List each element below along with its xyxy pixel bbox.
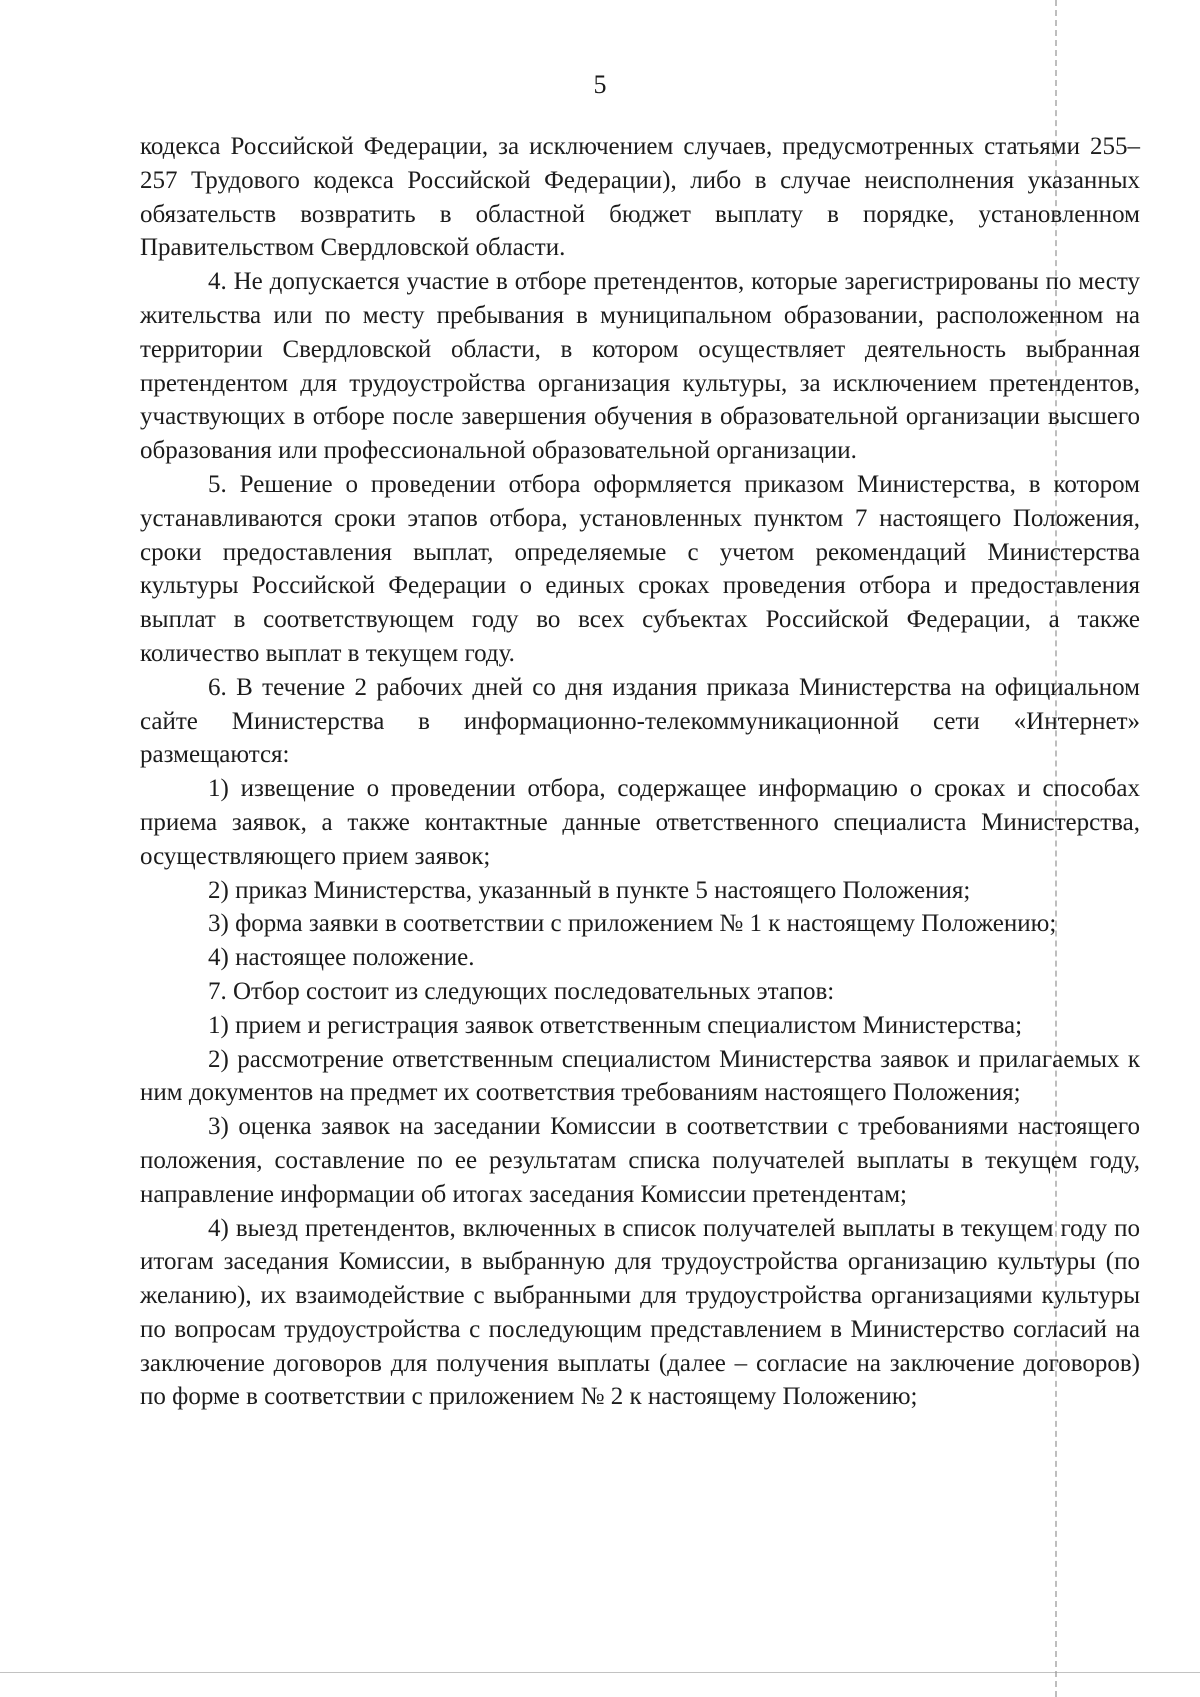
document-body <box>140 130 1140 1414</box>
paragraph: 4. Не допускается участие в отборе претендентов, которые зарегистрированы по месту жительства или по месту пребывания в муниципальном образовании, расположенном на территории Свердловской области, в котором осуществляет деятельность выбранная претендентом для трудоустройства организация культуры, за исключением претендентов, участвующих в отборе после завершения обучения в образовательной организации высшего образования или профессиональной образовательной организации. <box>140 268 1140 465</box>
paragraph: кодекса Российской Федерации, за исключением случаев, предусмотренных статьями 255–257 Трудового кодекса Российской Федерации), либо в случае неисполнения указанных обязательств возвратить в областной бюджет выплату в порядке, установленном Правительством Свердловской области. <box>140 133 1140 262</box>
list-item: 2) приказ Министерства, указанный в пункте 5 настоящего Положения; <box>208 876 971 904</box>
list-item: 4) выезд претендентов, включенных в список получателей выплаты в текущем году по итогам заседания Комиссии, в выбранную для трудоустройства организацию культуры (по желанию), их взаимодействие с выбранными для трудоустройства организациями культуры по вопросам трудоустройства с последующим представлением в Министерство согласий на заключение договоров для получения выплаты (далее – согласие на заключение договоров) по форме в соответствии с приложением № 2 к настоящему Положению; <box>140 1214 1140 1411</box>
list-item: 1) извещение о проведении отбора, содержащее информацию о сроках и способах приема заявок, а также контактные данные ответственного специалиста Министерства, осуществляющего прием заявок; <box>140 775 1140 870</box>
paragraph: 7. Отбор состоит из следующих последовательных этапов: <box>208 977 835 1005</box>
list-item: 2) рассмотрение ответственным специалистом Министерства заявок и прилагаемых к ним документов на предмет их соответствия требованиям настоящего Положения; <box>140 1045 1140 1107</box>
list-item: 3) оценка заявок на заседании Комиссии в соответствии с требованиями настоящего положения, составление по ее результатам списка получателей выплаты в текущем году, направление информации об итогах заседания Комиссии претендентам; <box>140 1113 1140 1208</box>
page-number: 5 <box>593 70 607 99</box>
scan-artifact-bottom-line <box>0 1672 1200 1673</box>
list-item: 3) форма заявки в соответствии с приложением № 1 к настоящему Положению; <box>208 910 1057 938</box>
list-item: 1) прием и регистрация заявок ответственным специалистом Министерства; <box>208 1011 1023 1039</box>
paragraph: 5. Решение о проведении отбора оформляется приказом Министерства, в котором устанавливаются сроки этапов отбора, установленных пунктом 7 настоящего Положения, сроки предоставления выплат, определяемые с учетом рекомендаций Министерства культуры Российской Федерации о единых сроках проведения отбора и предоставления выплат в соответствующем году во всех субъектах Российской Федерации, а также количество выплат в текущем году. <box>140 470 1140 667</box>
list-item: 4) настоящее положение. <box>208 944 475 972</box>
paragraph: 6. В течение 2 рабочих дней со дня издания приказа Министерства на официальном сайте Министерства в информационно-телекоммуникационной сети «Интернет» размещаются: <box>140 673 1140 769</box>
